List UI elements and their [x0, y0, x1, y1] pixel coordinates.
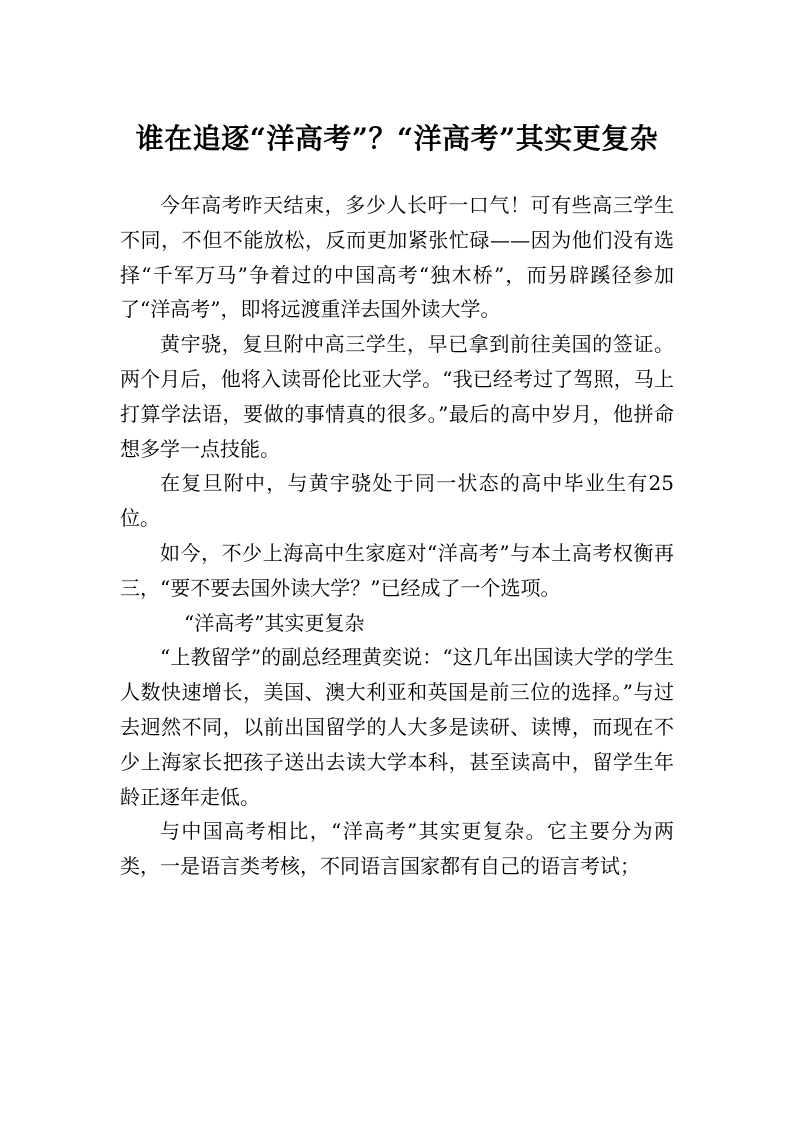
paragraph-huang-yuxiao: 黄宇骁，复旦附中高三学生，早已拿到前往美国的签证。两个月后，他将入读哥伦比亚大学。“我已经考过了驾照，马上打算学法语，要做的事情真的很多。”最后的高中岁月，他拼命想多学一点技能。 — [120, 332, 674, 461]
paragraph-fudan-count: 在复旦附中，与黄宇骁处于同一状态的高中毕业生有25位。 — [120, 471, 674, 531]
paragraph-study-abroad-trend: “上教留学”的副总经理黄奕说：“这几年出国读大学的学生人数快速增长，美国、澳大利亚和英国是前三位的选择。”与过去迥然不同，以前出国留学的人大多是读研、读博，而现在不少上海家长把孩子送出去读大学本科，甚至读高中，留学生年龄正逐年走低。 — [120, 645, 674, 809]
document-body — [120, 188, 674, 884]
paragraph-intro: 今年高考昨天结束，多少人长吁一口气！可有些高三学生不同，不但不能放松，反而更加紧张忙碌——因为他们没有选择“千军万马”争着过的中国高考“独木桥”，而另辟蹊径参加了“洋高考”，即将远渡重洋去国外读大学。 — [120, 193, 674, 322]
document-title: 谁在追逐“洋高考”？“洋高考”其实更复杂 — [135, 121, 659, 155]
paragraph-exam-types: 与中国高考相比，“洋高考”其实更复杂。它主要分为两类，一是语言类考核，不同语言国家都有自己的语言考试； — [120, 819, 674, 879]
paragraph-shanghai-families: 如今，不少上海高中生家庭对“洋高考”与本土高考权衡再三，“要不要去国外读大学？”已经成了一个选项。 — [120, 540, 674, 600]
section-subheading: “洋高考”其实更复杂 — [184, 610, 365, 635]
